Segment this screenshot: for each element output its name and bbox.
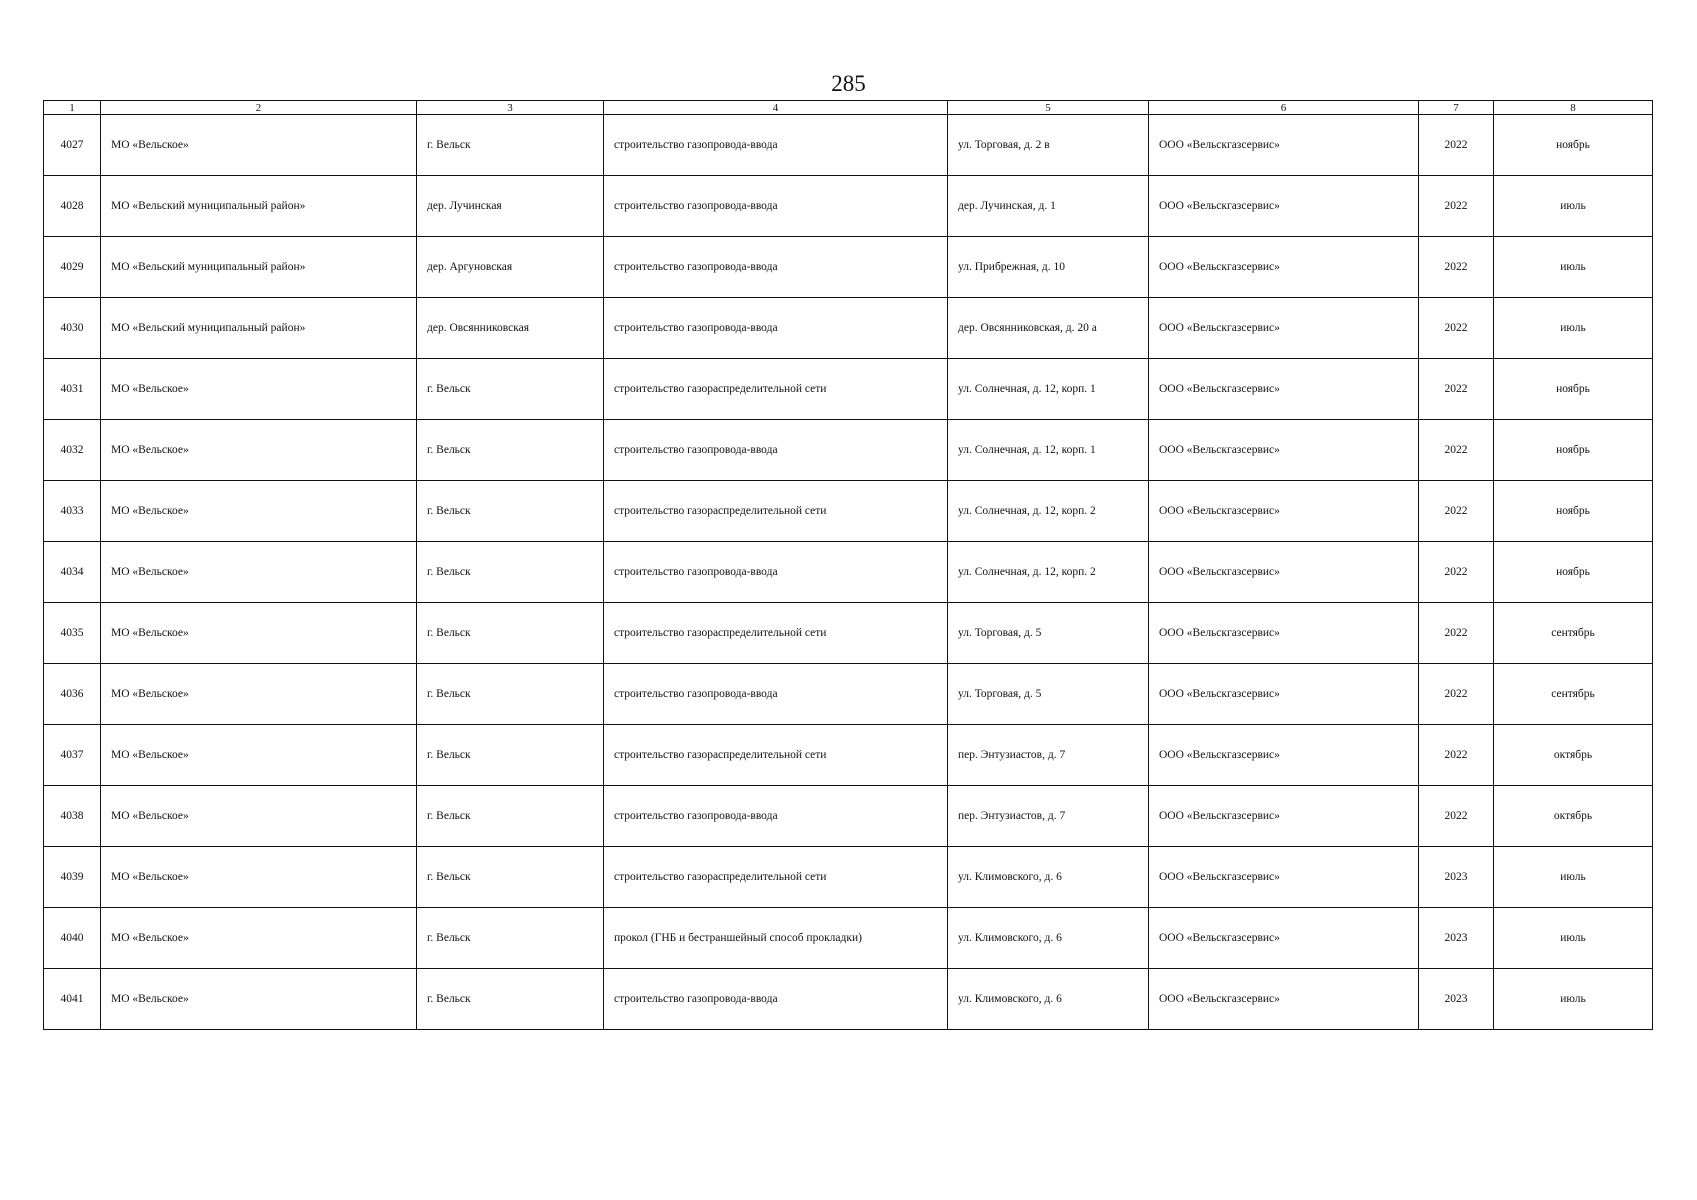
cell-municipality: МО «Вельское» bbox=[101, 725, 417, 786]
cell-work-type: строительство газопровода-ввода bbox=[604, 664, 948, 725]
page-number: 285 bbox=[831, 71, 866, 96]
table-row bbox=[44, 603, 1653, 664]
cell-row-number: 4028 bbox=[44, 176, 101, 237]
cell-settlement: г. Вельск bbox=[417, 786, 604, 847]
cell-address: ул. Солнечная, д. 12, корп. 1 bbox=[948, 359, 1149, 420]
cell-settlement: г. Вельск bbox=[417, 420, 604, 481]
cell-month: октябрь bbox=[1494, 725, 1653, 786]
cell-month: июль bbox=[1494, 969, 1653, 1030]
cell-row-number: 4034 bbox=[44, 542, 101, 603]
cell-municipality: МО «Вельский муниципальный район» bbox=[101, 176, 417, 237]
cell-organization: ООО «Вельскгазсервис» bbox=[1149, 359, 1419, 420]
cell-month: ноябрь bbox=[1494, 481, 1653, 542]
cell-address: ул. Торговая, д. 5 bbox=[948, 664, 1149, 725]
cell-settlement: дер. Овсянниковская bbox=[417, 298, 604, 359]
cell-month: ноябрь bbox=[1494, 115, 1653, 176]
cell-row-number: 4038 bbox=[44, 786, 101, 847]
cell-address: пер. Энтузиастов, д. 7 bbox=[948, 786, 1149, 847]
cell-settlement: г. Вельск bbox=[417, 664, 604, 725]
cell-year: 2022 bbox=[1419, 664, 1494, 725]
cell-year: 2022 bbox=[1419, 298, 1494, 359]
cell-organization: ООО «Вельскгазсервис» bbox=[1149, 725, 1419, 786]
cell-year: 2022 bbox=[1419, 176, 1494, 237]
cell-organization: ООО «Вельскгазсервис» bbox=[1149, 115, 1419, 176]
cell-municipality: МО «Вельское» bbox=[101, 481, 417, 542]
cell-work-type: строительство газопровода-ввода bbox=[604, 420, 948, 481]
cell-work-type: строительство газопровода-ввода bbox=[604, 176, 948, 237]
cell-municipality: МО «Вельское» bbox=[101, 359, 417, 420]
cell-organization: ООО «Вельскгазсервис» bbox=[1149, 176, 1419, 237]
cell-year: 2023 bbox=[1419, 847, 1494, 908]
cell-year: 2022 bbox=[1419, 603, 1494, 664]
cell-work-type: строительство газораспределительной сети bbox=[604, 725, 948, 786]
column-header-5: 5 bbox=[948, 101, 1149, 115]
cell-row-number: 4029 bbox=[44, 237, 101, 298]
cell-row-number: 4032 bbox=[44, 420, 101, 481]
cell-year: 2022 bbox=[1419, 115, 1494, 176]
cell-row-number: 4036 bbox=[44, 664, 101, 725]
table-row bbox=[44, 481, 1653, 542]
table-row bbox=[44, 115, 1653, 176]
table-row bbox=[44, 908, 1653, 969]
table-row bbox=[44, 847, 1653, 908]
cell-organization: ООО «Вельскгазсервис» bbox=[1149, 664, 1419, 725]
cell-month: сентябрь bbox=[1494, 603, 1653, 664]
cell-row-number: 4033 bbox=[44, 481, 101, 542]
cell-address: ул. Торговая, д. 5 bbox=[948, 603, 1149, 664]
cell-month: июль bbox=[1494, 908, 1653, 969]
column-header-4: 4 bbox=[604, 101, 948, 115]
cell-address: ул. Солнечная, д. 12, корп. 2 bbox=[948, 481, 1149, 542]
cell-address: ул. Прибрежная, д. 10 bbox=[948, 237, 1149, 298]
column-header-8: 8 bbox=[1494, 101, 1653, 115]
cell-year: 2023 bbox=[1419, 908, 1494, 969]
cell-settlement: г. Вельск bbox=[417, 847, 604, 908]
cell-municipality: МО «Вельское» bbox=[101, 847, 417, 908]
table-row bbox=[44, 969, 1653, 1030]
cell-year: 2022 bbox=[1419, 542, 1494, 603]
cell-year: 2022 bbox=[1419, 481, 1494, 542]
register-table bbox=[43, 100, 1653, 1030]
cell-address: ул. Климовского, д. 6 bbox=[948, 908, 1149, 969]
cell-organization: ООО «Вельскгазсервис» bbox=[1149, 237, 1419, 298]
cell-settlement: г. Вельск bbox=[417, 481, 604, 542]
cell-address: ул. Солнечная, д. 12, корп. 1 bbox=[948, 420, 1149, 481]
cell-row-number: 4031 bbox=[44, 359, 101, 420]
cell-year: 2022 bbox=[1419, 786, 1494, 847]
cell-work-type: прокол (ГНБ и бестраншейный способ прокладки) bbox=[604, 908, 948, 969]
cell-month: ноябрь bbox=[1494, 542, 1653, 603]
cell-month: ноябрь bbox=[1494, 420, 1653, 481]
cell-year: 2022 bbox=[1419, 420, 1494, 481]
cell-municipality: МО «Вельское» bbox=[101, 542, 417, 603]
cell-organization: ООО «Вельскгазсервис» bbox=[1149, 603, 1419, 664]
cell-address: дер. Лучинская, д. 1 bbox=[948, 176, 1149, 237]
cell-year: 2022 bbox=[1419, 725, 1494, 786]
table-row bbox=[44, 237, 1653, 298]
cell-municipality: МО «Вельский муниципальный район» bbox=[101, 298, 417, 359]
cell-settlement: г. Вельск bbox=[417, 725, 604, 786]
cell-work-type: строительство газораспределительной сети bbox=[604, 847, 948, 908]
cell-work-type: строительство газораспределительной сети bbox=[604, 603, 948, 664]
cell-municipality: МО «Вельское» bbox=[101, 664, 417, 725]
cell-settlement: дер. Аргуновская bbox=[417, 237, 604, 298]
cell-row-number: 4041 bbox=[44, 969, 101, 1030]
cell-row-number: 4037 bbox=[44, 725, 101, 786]
cell-address: ул. Климовского, д. 6 bbox=[948, 969, 1149, 1030]
table-row bbox=[44, 359, 1653, 420]
cell-organization: ООО «Вельскгазсервис» bbox=[1149, 298, 1419, 359]
cell-organization: ООО «Вельскгазсервис» bbox=[1149, 908, 1419, 969]
cell-year: 2023 bbox=[1419, 969, 1494, 1030]
cell-row-number: 4027 bbox=[44, 115, 101, 176]
cell-year: 2022 bbox=[1419, 359, 1494, 420]
column-header-7: 7 bbox=[1419, 101, 1494, 115]
cell-work-type: строительство газораспределительной сети bbox=[604, 481, 948, 542]
cell-work-type: строительство газопровода-ввода bbox=[604, 786, 948, 847]
cell-municipality: МО «Вельский муниципальный район» bbox=[101, 237, 417, 298]
cell-settlement: г. Вельск bbox=[417, 542, 604, 603]
table-row bbox=[44, 176, 1653, 237]
cell-settlement: г. Вельск bbox=[417, 969, 604, 1030]
cell-municipality: МО «Вельское» bbox=[101, 115, 417, 176]
cell-municipality: МО «Вельское» bbox=[101, 603, 417, 664]
cell-month: июль bbox=[1494, 847, 1653, 908]
table-row bbox=[44, 298, 1653, 359]
cell-row-number: 4035 bbox=[44, 603, 101, 664]
cell-settlement: г. Вельск bbox=[417, 908, 604, 969]
table-header bbox=[44, 101, 1653, 115]
column-header-1: 1 bbox=[44, 101, 101, 115]
table-row bbox=[44, 542, 1653, 603]
cell-settlement: дер. Лучинская bbox=[417, 176, 604, 237]
cell-row-number: 4040 bbox=[44, 908, 101, 969]
cell-month: ноябрь bbox=[1494, 359, 1653, 420]
cell-organization: ООО «Вельскгазсервис» bbox=[1149, 481, 1419, 542]
table-body bbox=[44, 115, 1653, 1030]
cell-month: июль bbox=[1494, 237, 1653, 298]
cell-month: июль bbox=[1494, 298, 1653, 359]
cell-work-type: строительство газопровода-ввода bbox=[604, 115, 948, 176]
cell-work-type: строительство газопровода-ввода bbox=[604, 298, 948, 359]
cell-year: 2022 bbox=[1419, 237, 1494, 298]
cell-address: ул. Климовского, д. 6 bbox=[948, 847, 1149, 908]
cell-organization: ООО «Вельскгазсервис» bbox=[1149, 786, 1419, 847]
cell-organization: ООО «Вельскгазсервис» bbox=[1149, 542, 1419, 603]
header-row bbox=[44, 101, 1653, 115]
column-header-6: 6 bbox=[1149, 101, 1419, 115]
cell-municipality: МО «Вельское» bbox=[101, 969, 417, 1030]
column-header-3: 3 bbox=[417, 101, 604, 115]
cell-work-type: строительство газопровода-ввода bbox=[604, 542, 948, 603]
cell-settlement: г. Вельск bbox=[417, 115, 604, 176]
cell-settlement: г. Вельск bbox=[417, 603, 604, 664]
table-row bbox=[44, 725, 1653, 786]
cell-row-number: 4039 bbox=[44, 847, 101, 908]
cell-work-type: строительство газораспределительной сети bbox=[604, 359, 948, 420]
cell-work-type: строительство газопровода-ввода bbox=[604, 237, 948, 298]
cell-settlement: г. Вельск bbox=[417, 359, 604, 420]
cell-municipality: МО «Вельское» bbox=[101, 420, 417, 481]
cell-organization: ООО «Вельскгазсервис» bbox=[1149, 847, 1419, 908]
cell-address: ул. Солнечная, д. 12, корп. 2 bbox=[948, 542, 1149, 603]
cell-month: октябрь bbox=[1494, 786, 1653, 847]
cell-municipality: МО «Вельское» bbox=[101, 786, 417, 847]
cell-address: пер. Энтузиастов, д. 7 bbox=[948, 725, 1149, 786]
cell-address: дер. Овсянниковская, д. 20 а bbox=[948, 298, 1149, 359]
cell-month: июль bbox=[1494, 176, 1653, 237]
cell-row-number: 4030 bbox=[44, 298, 101, 359]
cell-organization: ООО «Вельскгазсервис» bbox=[1149, 969, 1419, 1030]
column-header-2: 2 bbox=[101, 101, 417, 115]
cell-address: ул. Торговая, д. 2 в bbox=[948, 115, 1149, 176]
table-row bbox=[44, 420, 1653, 481]
cell-organization: ООО «Вельскгазсервис» bbox=[1149, 420, 1419, 481]
cell-municipality: МО «Вельское» bbox=[101, 908, 417, 969]
cell-work-type: строительство газопровода-ввода bbox=[604, 969, 948, 1030]
table-row bbox=[44, 664, 1653, 725]
cell-month: сентябрь bbox=[1494, 664, 1653, 725]
table-row bbox=[44, 786, 1653, 847]
